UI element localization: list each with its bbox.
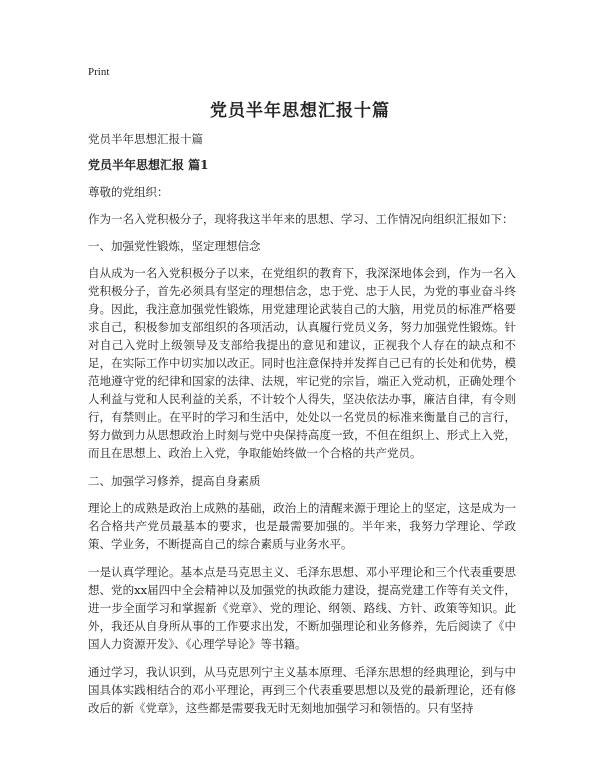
- paragraph-3: 一是认真学理论。基本点是马克思主义、毛泽东思想、邓小平理论和三个代表重要思想、党的xx届四中全会精神以及加强党的执政能力建设，提高党建工作等有关文件，进一步全面学习和掌握新《党章》、党的理论、纲领、路线、方针、政策等知识。此外，我还从自身所从事的工作要求出发，不断加强理论和业务修养，先后阅读了《中国人力资源开发》、《心理学导论》等书籍。: [88, 565, 516, 651]
- heading-1: 一、加强党性锻炼，坚定理想信念: [88, 239, 261, 253]
- print-link[interactable]: Print: [88, 66, 110, 78]
- document-title: 党员半年思想汇报十篇: [210, 101, 390, 121]
- section-title: 党员半年思想汇报 篇1: [88, 158, 209, 172]
- document-body: [88, 130, 516, 727]
- paragraph-4: 通过学习，我认识到，从马克思列宁主义基本原理、毛泽东思想的经典理论，到与中国具体实践相结合的邓小平理论，再到三个代表重要思想以及党的最新理论，还有修改后的新《党章》，这些都是需要我无时无刻地加强学习和领悟的。只有坚持: [88, 665, 516, 715]
- paragraph-1: 自从成为一名入党积极分子以来，在党组织的教育下，我深深地体会到，作为一名入党积极分子，首先必须具有坚定的理想信念，忠于党、忠于人民，为党的事业奋斗终身。因此，我注意加强党性锻炼，用党建理论武装自己的大脑，用党员的标准严格要求自己，积极参加支部组织的各项活动，认真履行党员义务，努力加强党性锻炼。针对自己入党时上级领导及支部给我提出的意见和建议，正视我个人存在的缺点和不足，在实际工作中切实加以改正。同时也注意保持并发挥自己已有的长处和优势，模范地遵守党的纪律和国家的法律、法规，牢记党的宗旨，端正入党动机，正确处理个人利益与党和人民利益的关系，不计较个人得失，坚决依法办事，廉洁自律，有令则行，有禁则止。在平时的学习和生活中，处处以一名党员的标准来衡量自己的言行，努力做到力从思想政治上时刻与党中央保持高度一致，不但在组织上、形式上入党，而且在思想上、政治上入党，争取能始终做一个合格的共产党员。: [88, 266, 516, 460]
- greeting: 尊敬的党组织：: [88, 185, 169, 199]
- document-subtitle: 党员半年思想汇报十篇: [88, 132, 203, 146]
- heading-2: 二、加强学习修养，提高自身素质: [88, 474, 261, 488]
- paragraph-2: 理论上的成熟是政治上成熟的基础，政治上的清醒来源于理论上的坚定，这是成为一名合格共产党员最基本的要求，也是最需要加强的。半年来，我努力学理论、学政策、学业务，不断提高自己的综合素质与业务水平。: [88, 501, 516, 551]
- intro-paragraph: 作为一名入党积极分子，现将我这半年来的思想、学习、工作情况向组织汇报如下：: [88, 212, 514, 226]
